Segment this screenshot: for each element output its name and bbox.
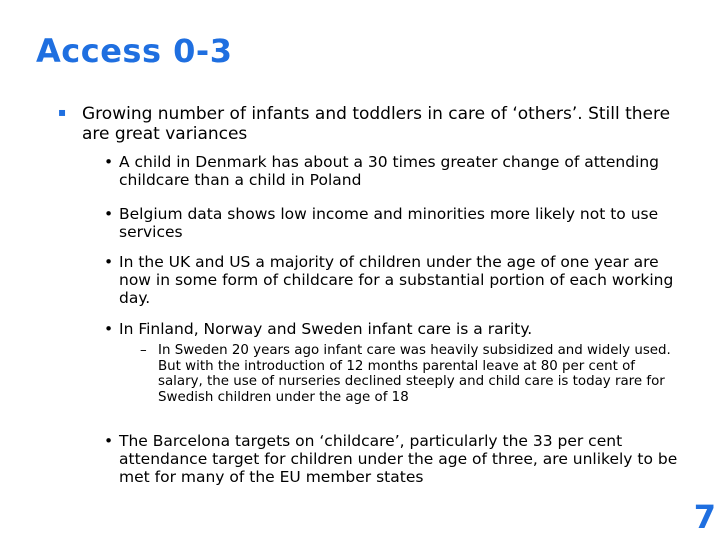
dot-bullet-icon: •	[104, 153, 114, 171]
bullet-main-text: Growing number of infants and toddlers in care of ‘others’. Still there are great variances	[82, 104, 671, 144]
dot-bullet-icon: •	[104, 205, 114, 223]
square-bullet-icon: ▪	[58, 105, 67, 119]
slide-title: Access 0-3	[36, 32, 233, 70]
sub-sub-bullet-sweden	[140, 343, 680, 405]
sub-sub-bullet-text: In Sweden 20 years ago infant care was heavily subsidized and widely used. But with the introduction of 12 months parental leave at 80 per cent of salary, the use of nurseries declined steeply and child care is today rare for Swedish children under the age of 18	[158, 343, 671, 405]
sub-bullet-nordic	[104, 320, 694, 338]
dot-bullet-icon: •	[104, 432, 114, 450]
dash-bullet-icon: –	[140, 343, 147, 358]
sub-bullet-text: Belgium data shows low income and minorities more likely not to use services	[119, 205, 659, 241]
dot-bullet-icon: •	[104, 253, 114, 271]
sub-bullet-text: In the UK and US a majority of children under the age of one year are now in some form of childcare for a substantial portion of each working day.	[119, 253, 674, 307]
sub-bullet-text: In Finland, Norway and Sweden infant care is a rarity.	[119, 320, 533, 338]
sub-bullet-belgium	[104, 205, 694, 241]
bullet-main	[58, 104, 698, 144]
dot-bullet-icon: •	[104, 320, 114, 338]
sub-bullet-denmark	[104, 153, 694, 189]
sub-bullet-text: The Barcelona targets on ‘childcare’, particularly the 33 per cent attendance target for children under the age of three, are unlikely to be met for many of the EU member states	[119, 432, 678, 486]
page-number: 7	[693, 498, 716, 536]
sub-bullet-text: A child in Denmark has about a 30 times greater change of attending childcare than a child in Poland	[119, 153, 660, 189]
sub-bullet-barcelona	[104, 432, 694, 486]
sub-bullet-uk-us	[104, 253, 694, 307]
